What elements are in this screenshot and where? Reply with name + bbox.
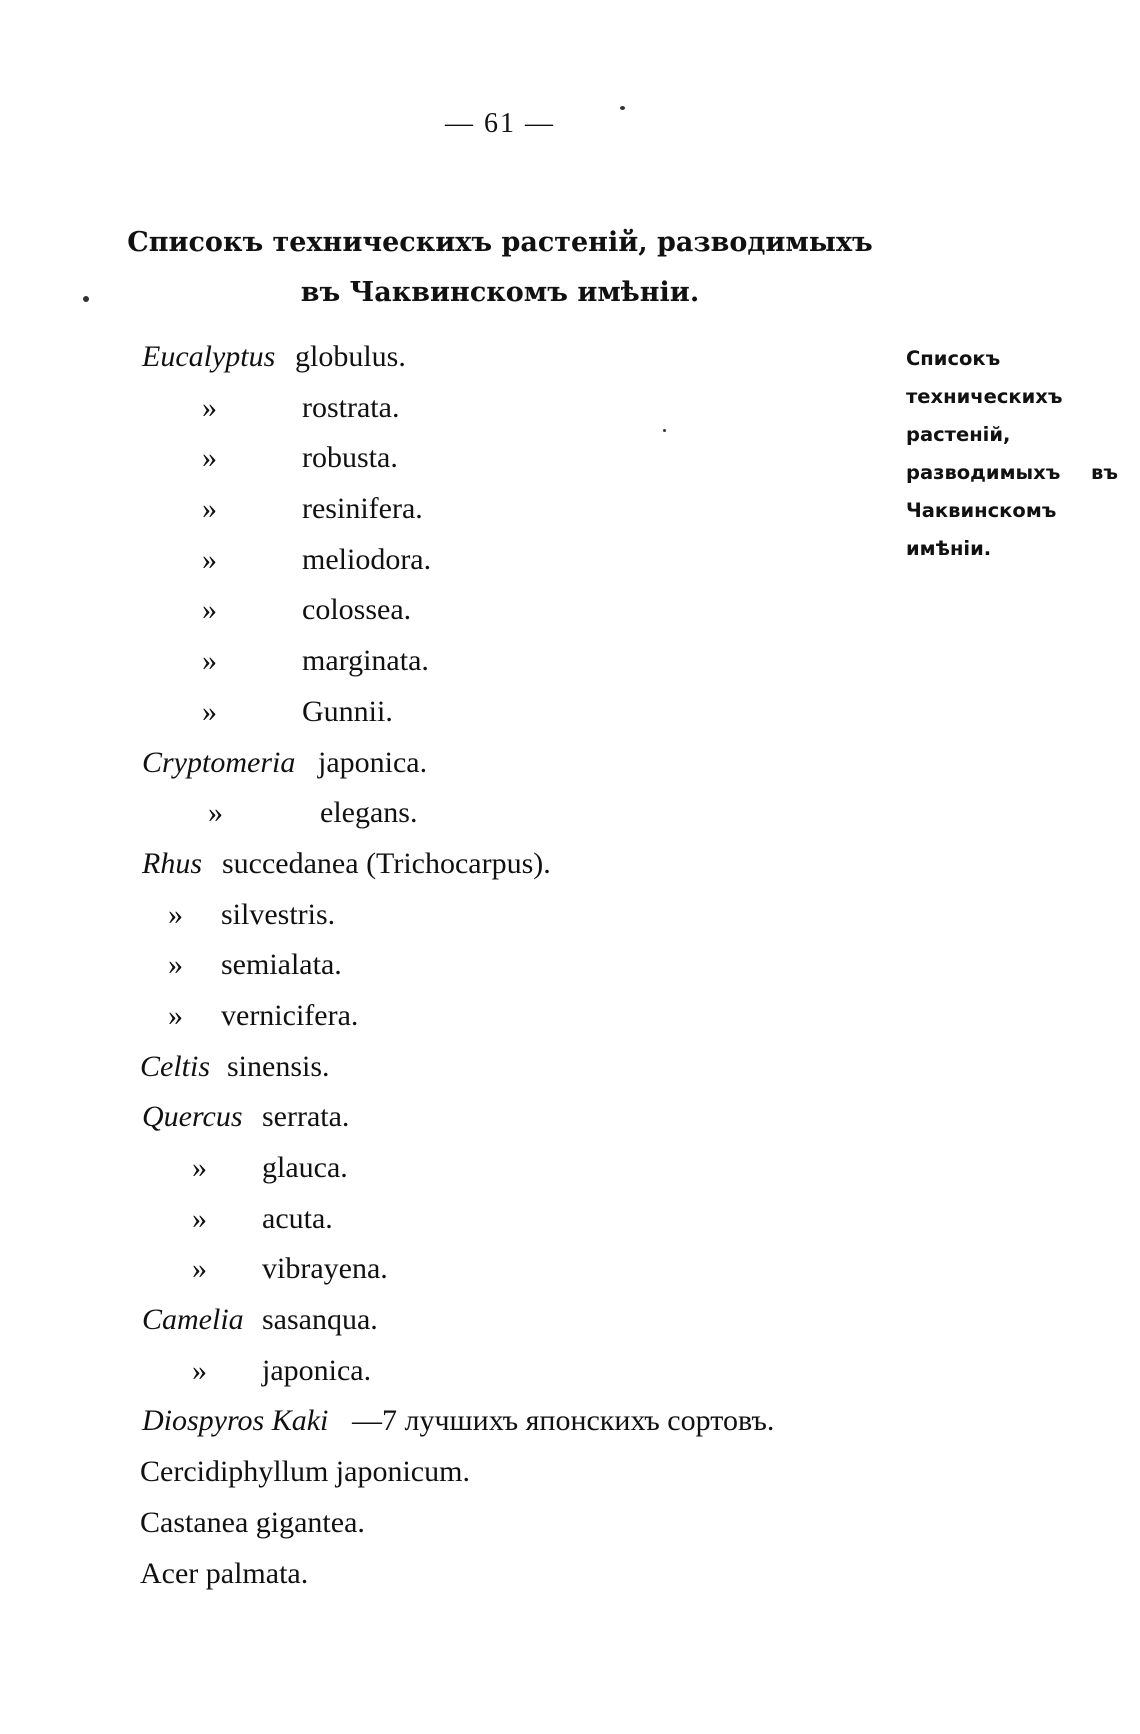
- ditto-mark: »: [208, 796, 223, 830]
- genus-name: Eucalyptus: [142, 340, 276, 373]
- scan-speck: [83, 296, 89, 302]
- plant-list: [0, 332, 1140, 1599]
- ditto-mark: »: [168, 948, 183, 982]
- list-item: [0, 687, 1140, 738]
- list-item: [0, 991, 1140, 1042]
- ditto-mark: »: [192, 1353, 207, 1387]
- species-name: elegans.: [320, 796, 418, 830]
- list-item: [0, 1346, 1140, 1397]
- species-name: silvestris.: [221, 897, 336, 931]
- list-item: [0, 890, 1140, 941]
- ditto-mark: »: [192, 1201, 207, 1235]
- species-name: robusta.: [302, 441, 398, 475]
- ditto-mark: »: [202, 492, 217, 526]
- list-item: [0, 535, 1140, 586]
- species-name: Gunnii.: [302, 694, 393, 728]
- species-name: marginata.: [302, 644, 429, 678]
- species-name: —7 лучшихъ японскихъ сортовъ.: [352, 1404, 775, 1438]
- ditto-mark: »: [192, 1151, 207, 1184]
- genus-name: Camelia: [142, 1303, 244, 1337]
- species-name: globulus.: [295, 340, 406, 373]
- list-item: [0, 1244, 1140, 1295]
- scan-speck: [663, 429, 666, 432]
- list-item: [0, 738, 1140, 789]
- ditto-mark: »: [202, 694, 217, 728]
- species-name: resinifera.: [302, 492, 423, 526]
- species-name: sasanqua.: [262, 1303, 378, 1337]
- species-name: japonica.: [262, 1353, 372, 1387]
- list-item: [0, 940, 1140, 991]
- species-name: vernicifera.: [221, 998, 359, 1032]
- list-item: [0, 1143, 1140, 1194]
- list-item: [0, 1092, 1140, 1143]
- species-name: Castanea gigantea.: [140, 1505, 365, 1539]
- genus-name: Diospyros Kaki: [142, 1404, 329, 1438]
- list-item: [0, 1295, 1140, 1346]
- list-item: [0, 1498, 1140, 1549]
- genus-name: Cryptomeria: [142, 745, 296, 779]
- list-item: [0, 1447, 1140, 1498]
- species-name: rostrata.: [302, 390, 400, 424]
- species-name: sinensis.: [227, 1049, 330, 1083]
- list-item: [0, 1549, 1140, 1600]
- species-name: japonica.: [318, 745, 428, 779]
- list-item: [0, 839, 1140, 890]
- species-name: succedanea (Trichocarpus).: [222, 846, 551, 880]
- list-item: [0, 433, 1140, 484]
- genus-name: Celtis: [140, 1049, 211, 1083]
- list-item: [0, 788, 1140, 839]
- species-name: acuta.: [262, 1201, 333, 1235]
- list-item: [0, 1194, 1140, 1245]
- species-name: meliodora.: [302, 542, 432, 576]
- scan-speck: [620, 106, 625, 110]
- genus-name: Rhus: [142, 846, 202, 880]
- list-item: [0, 484, 1140, 535]
- page-title-line-1: Списокъ техническихъ растеній, разводимыхъ: [127, 227, 873, 258]
- ditto-mark: »: [192, 1252, 207, 1286]
- species-name: colossea.: [302, 593, 412, 627]
- genus-name: Quercus: [142, 1100, 243, 1134]
- list-item: [0, 585, 1140, 636]
- species-name: Cercidiphyllum japonicum.: [140, 1455, 470, 1489]
- species-name: serrata.: [262, 1100, 350, 1134]
- ditto-mark: »: [168, 998, 183, 1032]
- page-title: [100, 218, 900, 318]
- page-title-line-2: въ Чаквинскомъ имѣніи.: [300, 277, 700, 308]
- ditto-mark: »: [202, 441, 217, 475]
- list-item: [0, 636, 1140, 687]
- page-number: — 61 —: [445, 108, 555, 139]
- ditto-mark: »: [202, 542, 217, 576]
- list-item: [0, 1396, 1140, 1447]
- ditto-mark: »: [202, 593, 217, 627]
- list-item: [0, 383, 1140, 434]
- species-name: semialata.: [221, 948, 342, 982]
- list-item: [0, 332, 1140, 383]
- species-name: Acer palmata.: [140, 1556, 309, 1590]
- species-name: glauca.: [262, 1151, 348, 1184]
- species-name: vibrayena.: [262, 1252, 388, 1286]
- list-item: [0, 1042, 1140, 1093]
- margin-note: Списокъ техническихъ растеній, разводимыхъ въ Чаквинскомъ имѣніи.: [906, 347, 1118, 560]
- ditto-mark: »: [202, 644, 217, 678]
- ditto-mark: »: [202, 390, 217, 424]
- ditto-mark: »: [168, 897, 183, 931]
